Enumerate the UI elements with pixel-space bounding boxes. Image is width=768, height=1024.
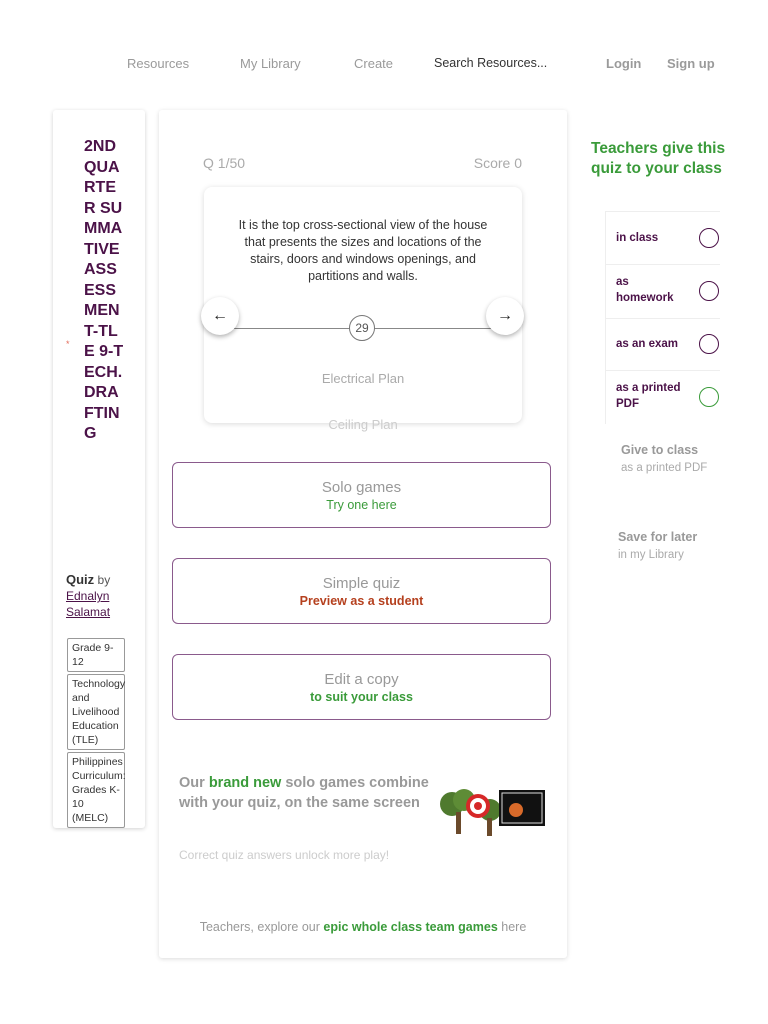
assign-option-label: as a printed PDF [616, 382, 681, 410]
save-title: Save for later [618, 530, 698, 544]
solo-games-illustration-icon [436, 782, 548, 844]
quiz-type: Quiz [66, 572, 95, 587]
give-sub: as a printed PDF [621, 462, 708, 474]
promo-our: Our [179, 775, 205, 791]
save-sub: in my Library [618, 549, 684, 561]
author-link[interactable]: Ednalyn Salamat [66, 589, 111, 619]
explore-post: here [501, 920, 527, 934]
quiz-title: 2ND QUARTER SUMMATIVE ASSESSMENT-TLE 9-TECH. DRAFTING [84, 138, 124, 442]
assign-option-in-class[interactable] [605, 211, 720, 264]
quiz-preview-card [159, 110, 567, 958]
assign-option-homework[interactable] [605, 264, 720, 318]
nav-resources[interactable]: Resources [127, 56, 190, 71]
radio-circle-icon[interactable] [699, 387, 719, 407]
promo-rest: solo games combine with your quiz, on the same screen [179, 775, 429, 811]
by-label: by [97, 573, 111, 587]
score-display: Score 0 [473, 155, 522, 171]
tag-subject[interactable]: Technology and Livelihood Education (TLE) [67, 674, 125, 750]
give-to-class-button[interactable] [621, 441, 707, 477]
radio-circle-icon[interactable] [699, 334, 719, 354]
search-input[interactable]: Search Resources... [434, 56, 548, 70]
question-text: It is the top cross-sectional view of the house that presents the sizes and locations of the stairs, doors and windows openings, and partitions and walls. [238, 218, 488, 283]
answer-option[interactable]: Electrical Plan [321, 371, 405, 386]
prev-arrow-icon[interactable]: ← [201, 297, 239, 335]
promo-text [179, 773, 429, 813]
simple-quiz-sub: Preview as a student [299, 594, 424, 608]
simple-quiz-button[interactable] [172, 558, 551, 624]
radio-circle-icon[interactable] [699, 281, 719, 301]
explore-pre: Teachers, explore our [199, 920, 320, 934]
simple-quiz-title: Simple quiz [322, 575, 401, 592]
edit-copy-button[interactable] [172, 654, 551, 720]
edit-copy-sub: to suit your class [310, 690, 413, 704]
solo-games-title: Solo games [321, 479, 402, 496]
quiz-info-card [53, 110, 145, 828]
quiz-by [66, 572, 145, 620]
assign-option-label: in class [616, 232, 659, 244]
assign-option-label: as an exam [616, 338, 679, 350]
explore-text [159, 920, 567, 934]
next-arrow-icon[interactable]: → [486, 297, 524, 335]
signup-link[interactable]: Sign up [667, 56, 715, 71]
save-for-later-button[interactable] [618, 528, 697, 564]
star-marker: * [66, 339, 70, 349]
question-counter: Q 1/50 [203, 155, 246, 171]
edit-copy-title: Edit a copy [324, 671, 399, 688]
give-title: Give to class [621, 443, 699, 457]
team-games-link[interactable]: epic whole class team games [323, 920, 498, 934]
nav-my-library[interactable]: My Library [240, 56, 301, 71]
tag-grade[interactable]: Grade 9-12 [67, 638, 125, 672]
solo-games-sub: Try one here [326, 498, 397, 512]
question-box [204, 187, 522, 432]
login-link[interactable]: Login [606, 56, 642, 71]
radio-circle-icon[interactable] [699, 228, 719, 248]
nav-create[interactable]: Create [354, 56, 394, 71]
promo-brand-new: brand new [208, 775, 282, 791]
assign-option-exam[interactable] [605, 318, 720, 370]
timer-badge: 29 [349, 315, 375, 341]
answer-option[interactable]: Ceiling Plan [328, 417, 398, 432]
assign-option-pdf[interactable] [605, 370, 720, 424]
solo-games-button[interactable] [172, 462, 551, 528]
tag-curriculum[interactable]: Philippines Curriculum: Grades K-10 (MELC) [67, 752, 125, 828]
assign-heading: Teachers give this quiz to your class [591, 140, 726, 177]
assign-option-label: as homework [616, 276, 674, 304]
promo-unlock: Correct quiz answers unlock more play! [179, 848, 390, 862]
